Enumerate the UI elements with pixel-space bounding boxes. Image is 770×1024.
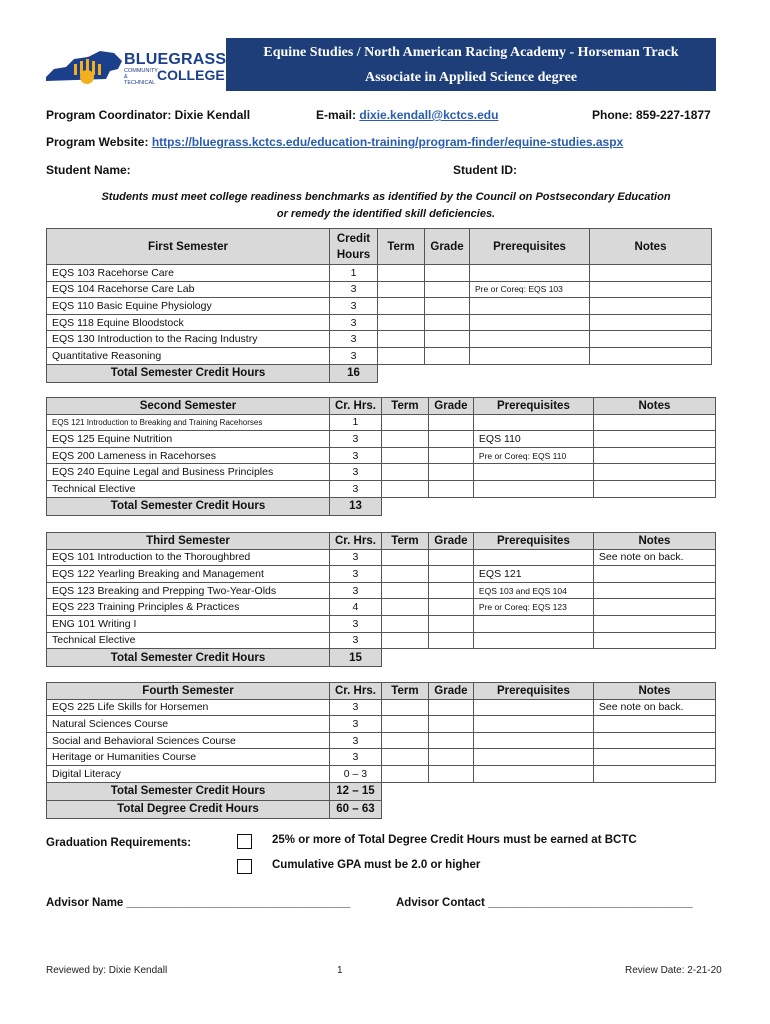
review-date: Review Date: 2-21-20	[625, 965, 722, 976]
logo-college: COLLEGE	[157, 67, 225, 83]
degree-total-label: Total Degree Credit Hours	[47, 800, 330, 818]
course-hours: 3	[330, 331, 378, 348]
notes-cell	[590, 265, 712, 282]
bctc-credit-requirement: 25% or more of Total Degree Credit Hours must be earned at BCTC	[272, 834, 637, 846]
program-title-banner	[226, 38, 716, 91]
term-cell[interactable]	[381, 447, 428, 464]
prereq-cell	[473, 699, 593, 716]
program-coordinator: Program Coordinator: Dixie Kendall	[46, 108, 251, 122]
degree-title: Associate in Applied Science degree	[364, 70, 578, 85]
grade-cell[interactable]	[428, 615, 473, 632]
grade-cell[interactable]	[428, 599, 473, 616]
table-row	[47, 749, 716, 766]
course-hours: 1	[330, 414, 382, 431]
total-label: Total Semester Credit Hours	[47, 782, 330, 800]
table-row	[47, 298, 712, 315]
table-row	[47, 265, 712, 282]
total-label: Total Semester Credit Hours	[47, 497, 330, 515]
website-link[interactable]: https://bluegrass.kctcs.edu/education-training/program-finder/equine-studies.aspx	[151, 135, 624, 149]
prereq-cell	[470, 298, 590, 315]
course-name: Heritage or Humanities Course	[47, 749, 330, 766]
prereq-cell	[473, 480, 593, 497]
term-cell[interactable]	[378, 347, 425, 364]
total-hours: 13	[330, 497, 382, 515]
course-name: EQS 225 Life Skills for Horsemen	[47, 699, 330, 716]
course-name: EQS 240 Equine Legal and Business Principles	[47, 464, 330, 481]
table-row	[47, 716, 716, 733]
course-name: Digital Literacy	[47, 765, 330, 782]
notes-header: Notes	[593, 533, 715, 550]
course-name: Quantitative Reasoning	[47, 347, 330, 364]
course-name: EQS 200 Lameness in Racehorses	[47, 447, 330, 464]
grade-cell[interactable]	[428, 632, 473, 649]
term-cell[interactable]	[381, 582, 428, 599]
grade-cell[interactable]	[425, 298, 470, 315]
course-hours: 3	[330, 716, 382, 733]
table-row	[47, 582, 716, 599]
notes-cell	[593, 431, 715, 448]
notes-cell	[593, 447, 715, 464]
prereq-cell	[473, 749, 593, 766]
prereq-cell	[470, 265, 590, 282]
table-row	[47, 732, 716, 749]
email-link[interactable]: dixie.kendall@kctcs.edu	[359, 108, 499, 122]
total-row	[47, 649, 716, 667]
advisor-contact-line	[396, 897, 693, 909]
prereq-header: Prerequisites	[473, 683, 593, 700]
student-id-label: Student ID:	[453, 163, 517, 177]
notes-header: Notes	[593, 683, 715, 700]
student-name-label: Student Name:	[46, 163, 131, 177]
course-name: EQS 125 Equine Nutrition	[47, 431, 330, 448]
grade-cell[interactable]	[428, 716, 473, 733]
course-name: EQS 122 Yearling Breaking and Management	[47, 566, 330, 583]
prereq-cell: Pre or Coreq: EQS 123	[473, 599, 593, 616]
college-logo	[44, 47, 227, 87]
grade-cell[interactable]	[425, 314, 470, 331]
term-cell[interactable]	[381, 480, 428, 497]
course-name: ENG 101 Writing I	[47, 615, 330, 632]
semester-title: Second Semester	[47, 398, 330, 415]
credit-hours-header: Credit Hours	[330, 229, 378, 265]
grade-cell[interactable]	[425, 281, 470, 298]
total-label: Total Semester Credit Hours	[47, 649, 330, 667]
bctc-credit-checkbox[interactable]	[237, 834, 252, 849]
total-hours: 12 – 15	[330, 782, 382, 800]
grade-cell[interactable]	[428, 566, 473, 583]
prereq-cell: Pre or Coreq: EQS 103	[470, 281, 590, 298]
advisor-name-field[interactable]: ___________________________________	[126, 897, 351, 909]
course-name: EQS 110 Basic Equine Physiology	[47, 298, 330, 315]
course-hours: 3	[330, 632, 382, 649]
readiness-notice	[46, 189, 726, 223]
term-header: Term	[378, 229, 425, 265]
term-cell[interactable]	[378, 314, 425, 331]
notes-cell	[593, 464, 715, 481]
prereq-header: Prerequisites	[470, 229, 590, 265]
table-row	[47, 314, 712, 331]
table-row	[47, 566, 716, 583]
notes-cell	[593, 566, 715, 583]
logo-subtitle: COMMUNITY & TECHNICAL	[124, 68, 158, 86]
course-hours: 3	[330, 347, 378, 364]
logo-name: BLUEGRASS	[124, 51, 227, 68]
prereq-cell: Pre or Coreq: EQS 110	[473, 447, 593, 464]
table-row	[47, 699, 716, 716]
credit-hours-header: Cr. Hrs.	[330, 683, 382, 700]
course-hours: 3	[330, 298, 378, 315]
term-cell[interactable]	[378, 265, 425, 282]
semester-title: Third Semester	[47, 533, 330, 550]
course-hours: 4	[330, 599, 382, 616]
prereq-cell	[473, 765, 593, 782]
notes-header: Notes	[593, 398, 715, 415]
course-hours: 3	[330, 615, 382, 632]
kentucky-sun-logo-icon	[44, 47, 124, 87]
term-cell[interactable]	[381, 615, 428, 632]
notice-line-2: or remedy the identified skill deficiencies.	[276, 208, 496, 220]
notes-cell: See note on back.	[593, 549, 715, 566]
credit-hours-header: Cr. Hrs.	[330, 398, 382, 415]
grade-cell[interactable]	[428, 464, 473, 481]
term-cell[interactable]	[381, 749, 428, 766]
advisor-contact-label: Advisor Contact	[396, 897, 485, 909]
total-hours: 15	[330, 649, 382, 667]
website-line	[46, 135, 623, 149]
course-name: EQS 101 Introduction to the Thoroughbred	[47, 549, 330, 566]
term-header: Term	[381, 398, 428, 415]
term-cell[interactable]	[381, 566, 428, 583]
course-hours: 3	[330, 447, 382, 464]
notes-cell	[593, 414, 715, 431]
prereq-cell	[473, 549, 593, 566]
prereq-cell	[473, 414, 593, 431]
grade-header: Grade	[428, 683, 473, 700]
table-row	[47, 632, 716, 649]
course-name: EQS 223 Training Principles & Practices	[47, 599, 330, 616]
table-row	[47, 431, 716, 448]
grade-cell[interactable]	[425, 331, 470, 348]
advisor-contact-field[interactable]: ________________________________	[488, 897, 693, 909]
course-hours: 3	[330, 699, 382, 716]
gpa-requirement: Cumulative GPA must be 2.0 or higher	[272, 859, 481, 871]
notes-cell	[590, 331, 712, 348]
notes-cell	[593, 716, 715, 733]
notes-cell	[590, 314, 712, 331]
prereq-cell	[473, 716, 593, 733]
table-row	[47, 447, 716, 464]
gpa-checkbox[interactable]	[237, 859, 252, 874]
table-row	[47, 599, 716, 616]
grade-header: Grade	[428, 533, 473, 550]
grade-cell[interactable]	[428, 749, 473, 766]
term-cell[interactable]	[378, 331, 425, 348]
phone-number: Phone: 859-227-1877	[592, 108, 711, 122]
grade-cell[interactable]	[425, 265, 470, 282]
prereq-header: Prerequisites	[473, 533, 593, 550]
term-cell[interactable]	[381, 464, 428, 481]
grade-header: Grade	[428, 398, 473, 415]
term-cell[interactable]	[381, 716, 428, 733]
reviewed-by: Reviewed by: Dixie Kendall	[46, 965, 168, 976]
second-semester-table	[46, 397, 716, 516]
grade-cell[interactable]	[428, 447, 473, 464]
notes-cell: See note on back.	[593, 699, 715, 716]
table-row	[47, 414, 716, 431]
term-cell[interactable]	[378, 281, 425, 298]
notes-cell	[590, 347, 712, 364]
semester-title: Fourth Semester	[47, 683, 330, 700]
grade-cell[interactable]	[428, 431, 473, 448]
prereq-cell	[473, 732, 593, 749]
grade-cell[interactable]	[428, 549, 473, 566]
fourth-semester-table	[46, 682, 716, 819]
course-name: EQS 121 Introduction to Breaking and Training Racehorses	[47, 414, 330, 431]
notes-cell	[593, 480, 715, 497]
course-name: Technical Elective	[47, 480, 330, 497]
notes-cell	[593, 732, 715, 749]
table-row	[47, 549, 716, 566]
table-row	[47, 480, 716, 497]
degree-total-row	[47, 800, 716, 818]
prereq-cell	[473, 632, 593, 649]
graduation-requirements-label: Graduation Requirements:	[46, 837, 192, 849]
course-hours: 3	[330, 314, 378, 331]
term-header: Term	[381, 533, 428, 550]
prereq-cell	[473, 464, 593, 481]
grade-cell[interactable]	[428, 732, 473, 749]
first-semester-table	[46, 228, 712, 383]
total-row	[47, 782, 716, 800]
term-cell[interactable]	[381, 599, 428, 616]
grade-cell[interactable]	[425, 347, 470, 364]
term-cell[interactable]	[378, 298, 425, 315]
semester-title: First Semester	[47, 229, 330, 265]
course-name: EQS 130 Introduction to the Racing Industry	[47, 331, 330, 348]
total-hours: 16	[330, 364, 378, 382]
notes-header: Notes	[590, 229, 712, 265]
course-hours: 3	[330, 749, 382, 766]
course-hours: 3	[330, 281, 378, 298]
course-name: Natural Sciences Course	[47, 716, 330, 733]
third-semester-table	[46, 532, 716, 667]
email-line	[316, 108, 498, 122]
term-header: Term	[381, 683, 428, 700]
grade-cell[interactable]	[428, 414, 473, 431]
term-cell[interactable]	[381, 414, 428, 431]
course-hours: 3	[330, 549, 382, 566]
term-cell[interactable]	[381, 549, 428, 566]
prereq-cell: EQS 121	[473, 566, 593, 583]
prereq-cell	[470, 347, 590, 364]
course-name: Technical Elective	[47, 632, 330, 649]
course-name: EQS 123 Breaking and Prepping Two-Year-Olds	[47, 582, 330, 599]
course-hours: 3	[330, 464, 382, 481]
grade-cell[interactable]	[428, 765, 473, 782]
prereq-cell	[473, 615, 593, 632]
course-hours: 3	[330, 566, 382, 583]
table-row	[47, 331, 712, 348]
page-number: 1	[337, 965, 343, 976]
email-label: E-mail:	[316, 108, 357, 122]
grade-cell[interactable]	[428, 480, 473, 497]
credit-hours-header: Cr. Hrs.	[330, 533, 382, 550]
program-title: Equine Studies / North American Racing Academy - Horseman Track	[263, 45, 679, 60]
prereq-cell: EQS 110	[473, 431, 593, 448]
notes-cell	[593, 765, 715, 782]
course-name: EQS 103 Racehorse Care	[47, 265, 330, 282]
course-name: EQS 104 Racehorse Care Lab	[47, 281, 330, 298]
notice-line-1: Students must meet college readiness benchmarks as identified by the Council on Postsecondary Education	[101, 191, 671, 203]
grade-header: Grade	[425, 229, 470, 265]
notes-cell	[593, 582, 715, 599]
term-cell[interactable]	[381, 732, 428, 749]
course-hours: 3	[330, 431, 382, 448]
term-cell[interactable]	[381, 431, 428, 448]
grade-cell[interactable]	[428, 699, 473, 716]
notes-cell	[593, 749, 715, 766]
notes-cell	[593, 615, 715, 632]
prereq-cell: EQS 103 and EQS 104	[473, 582, 593, 599]
notes-cell	[593, 599, 715, 616]
website-label: Program Website:	[46, 135, 149, 149]
course-hours: 3	[330, 480, 382, 497]
term-cell[interactable]	[381, 699, 428, 716]
table-row	[47, 765, 716, 782]
degree-total-hours: 60 – 63	[330, 800, 382, 818]
prereq-cell	[470, 314, 590, 331]
course-hours: 3	[330, 582, 382, 599]
notes-cell	[593, 632, 715, 649]
term-cell[interactable]	[381, 765, 428, 782]
advisor-name-label: Advisor Name	[46, 897, 124, 909]
notes-cell	[590, 298, 712, 315]
course-hours: 3	[330, 732, 382, 749]
prereq-header: Prerequisites	[473, 398, 593, 415]
course-hours: 1	[330, 265, 378, 282]
course-name: Social and Behavioral Sciences Course	[47, 732, 330, 749]
total-row	[47, 364, 712, 382]
total-label: Total Semester Credit Hours	[47, 364, 330, 382]
total-row	[47, 497, 716, 515]
term-cell[interactable]	[381, 632, 428, 649]
table-row	[47, 615, 716, 632]
table-row	[47, 281, 712, 298]
notes-cell	[590, 281, 712, 298]
table-row	[47, 464, 716, 481]
course-name: EQS 118 Equine Bloodstock	[47, 314, 330, 331]
prereq-cell	[470, 331, 590, 348]
table-row	[47, 347, 712, 364]
course-hours: 0 – 3	[330, 765, 382, 782]
advisor-name-line	[46, 897, 350, 909]
grade-cell[interactable]	[428, 582, 473, 599]
